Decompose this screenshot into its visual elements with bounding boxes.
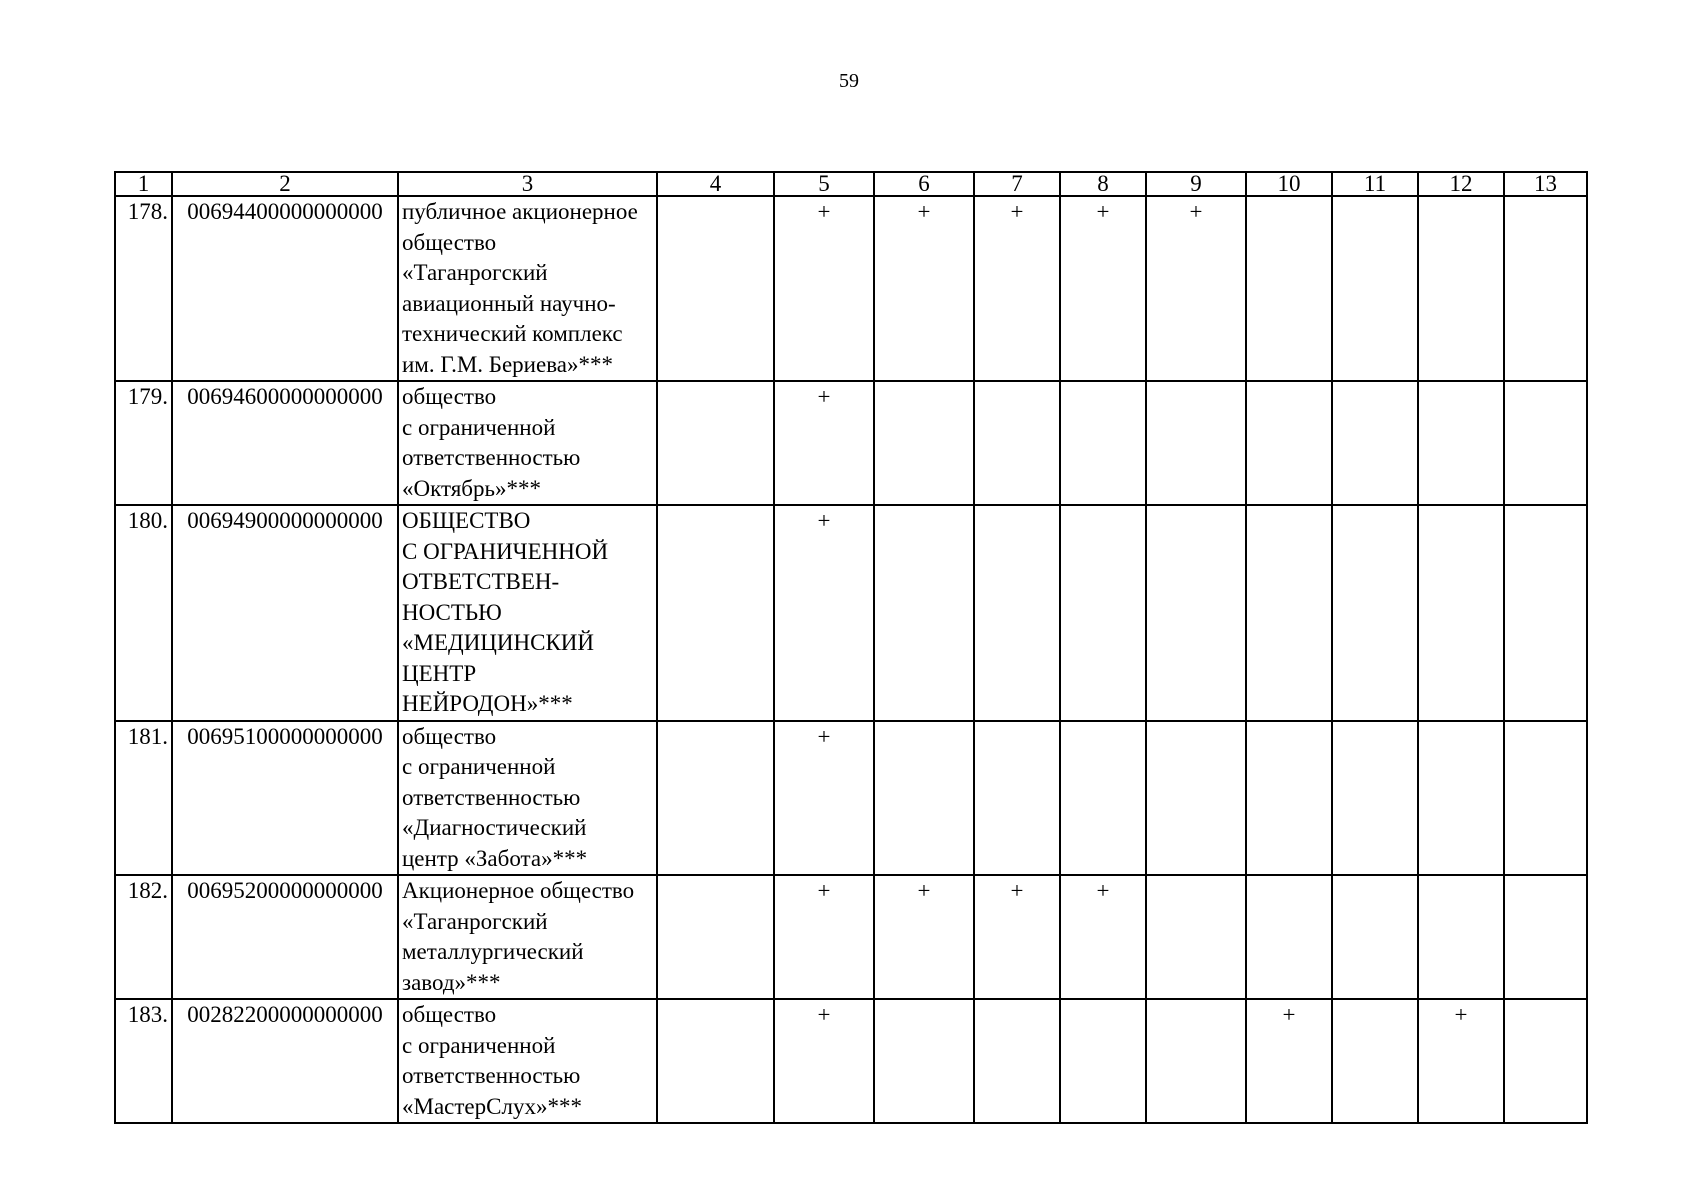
registry-code: 00694900000000000 xyxy=(172,505,398,721)
column-header: 4 xyxy=(657,172,774,196)
organization-name xyxy=(398,505,657,721)
organization-name-line: завод»*** xyxy=(402,969,501,995)
organization-name-line: ответственностью xyxy=(402,1063,581,1088)
mark-cell-col-4 xyxy=(657,196,774,381)
mark-cell-col-13 xyxy=(1504,999,1587,1123)
mark-cell-col-12: + xyxy=(1418,999,1504,1123)
mark-cell-col-8 xyxy=(1060,381,1146,505)
organization-name-line: технический комплекс xyxy=(402,321,623,346)
organization-name-line: «МастерСлух»*** xyxy=(402,1093,582,1119)
mark-cell-col-6 xyxy=(874,721,974,876)
mark-cell-col-12 xyxy=(1418,381,1504,505)
mark-cell-col-6: + xyxy=(874,196,974,381)
mark-cell-col-4 xyxy=(657,505,774,721)
organization-name-line: «Таганрогский xyxy=(402,260,548,285)
mark-cell-col-5: + xyxy=(774,381,874,505)
registry-code: 00282200000000000 xyxy=(172,999,398,1123)
mark-cell-col-5: + xyxy=(774,196,874,381)
row-number: 179. xyxy=(115,381,172,505)
mark-cell-col-5: + xyxy=(774,721,874,876)
column-header: 1 xyxy=(115,172,172,196)
organization-name-line: публичное акционерное xyxy=(402,199,638,224)
column-header: 12 xyxy=(1418,172,1504,196)
mark-cell-col-11 xyxy=(1332,999,1418,1123)
organization-name-line: НЕЙРОДОН»*** xyxy=(402,691,573,716)
mark-cell-col-13 xyxy=(1504,875,1587,999)
mark-cell-col-4 xyxy=(657,381,774,505)
registry-code: 00694600000000000 xyxy=(172,381,398,505)
mark-cell-col-6 xyxy=(874,999,974,1123)
organization-name-line: ответственностью xyxy=(402,445,581,470)
registry-code: 00694400000000000 xyxy=(172,196,398,381)
column-header: 3 xyxy=(398,172,657,196)
organization-name-line: металлургический xyxy=(402,939,584,964)
organization-name-line: ОТВЕТСТВЕН- xyxy=(402,569,560,594)
mark-cell-col-8 xyxy=(1060,721,1146,876)
organization-name xyxy=(398,999,657,1123)
mark-cell-col-12 xyxy=(1418,875,1504,999)
mark-cell-col-8 xyxy=(1060,999,1146,1123)
registry-code: 00695100000000000 xyxy=(172,721,398,876)
column-header: 11 xyxy=(1332,172,1418,196)
mark-cell-col-11 xyxy=(1332,381,1418,505)
mark-cell-col-8 xyxy=(1060,505,1146,721)
organization-name-line: общество xyxy=(402,384,497,409)
header-row xyxy=(115,172,1587,196)
mark-cell-col-10 xyxy=(1246,505,1332,721)
mark-cell-col-10 xyxy=(1246,196,1332,381)
mark-cell-col-9 xyxy=(1146,505,1246,721)
mark-cell-col-9: + xyxy=(1146,196,1246,381)
mark-cell-col-9 xyxy=(1146,999,1246,1123)
row-number: 181. xyxy=(115,721,172,876)
table-row xyxy=(115,721,1587,876)
column-header: 7 xyxy=(974,172,1060,196)
organization-name xyxy=(398,875,657,999)
mark-cell-col-4 xyxy=(657,721,774,876)
mark-cell-col-11 xyxy=(1332,721,1418,876)
table-row xyxy=(115,505,1587,721)
organization-name-line: с ограниченной xyxy=(402,1032,556,1058)
column-header: 2 xyxy=(172,172,398,196)
mark-cell-col-4 xyxy=(657,875,774,999)
mark-cell-col-12 xyxy=(1418,505,1504,721)
organization-name-line: ответственностью xyxy=(402,784,581,810)
mark-cell-col-13 xyxy=(1504,721,1587,876)
mark-cell-col-12 xyxy=(1418,721,1504,876)
column-header: 5 xyxy=(774,172,874,196)
table-row xyxy=(115,196,1587,381)
organization-name-line: «МЕДИЦИНСКИЙ xyxy=(402,630,595,655)
mark-cell-col-8: + xyxy=(1060,875,1146,999)
organization-name xyxy=(398,196,657,381)
registry-code: 00695200000000000 xyxy=(172,875,398,999)
mark-cell-col-7: + xyxy=(974,196,1060,381)
organization-name-line: общество xyxy=(402,1002,497,1027)
mark-cell-col-7: + xyxy=(974,875,1060,999)
organization-name-line: общество xyxy=(402,723,497,749)
organization-name-line: с ограниченной xyxy=(402,414,556,440)
row-number: 182. xyxy=(115,875,172,999)
mark-cell-col-13 xyxy=(1504,381,1587,505)
mark-cell-col-4 xyxy=(657,999,774,1123)
mark-cell-col-7 xyxy=(974,999,1060,1123)
row-number: 178. xyxy=(115,196,172,381)
mark-cell-col-5: + xyxy=(774,999,874,1123)
mark-cell-col-11 xyxy=(1332,875,1418,999)
organization-name-line: «Диагностический xyxy=(402,815,587,840)
organization-name-line: С ОГРАНИЧЕННОЙ xyxy=(402,538,609,564)
mark-cell-col-7 xyxy=(974,505,1060,721)
mark-cell-col-10 xyxy=(1246,381,1332,505)
mark-cell-col-12 xyxy=(1418,196,1504,381)
page-number: 59 xyxy=(839,70,859,92)
column-header: 10 xyxy=(1246,172,1332,196)
mark-cell-col-9 xyxy=(1146,721,1246,876)
mark-cell-col-11 xyxy=(1332,505,1418,721)
table-row xyxy=(115,875,1587,999)
mark-cell-col-13 xyxy=(1504,505,1587,721)
mark-cell-col-9 xyxy=(1146,875,1246,999)
organization-name-line: с ограниченной xyxy=(402,754,556,779)
column-header: 8 xyxy=(1060,172,1146,196)
organization-name-line: общество xyxy=(402,229,497,255)
mark-cell-col-8: + xyxy=(1060,196,1146,381)
registry-table xyxy=(114,171,1588,1124)
mark-cell-col-6 xyxy=(874,505,974,721)
column-header: 6 xyxy=(874,172,974,196)
organization-name-line: им. Г.М. Бериева»*** xyxy=(402,351,613,377)
organization-name xyxy=(398,381,657,505)
organization-name-line: Акционерное общество xyxy=(402,878,635,903)
mark-cell-col-7 xyxy=(974,721,1060,876)
organization-name-line: центр «Забота»*** xyxy=(402,845,588,871)
mark-cell-col-10 xyxy=(1246,875,1332,999)
column-header: 13 xyxy=(1504,172,1587,196)
mark-cell-col-6 xyxy=(874,381,974,505)
mark-cell-col-13 xyxy=(1504,196,1587,381)
row-number: 183. xyxy=(115,999,172,1123)
table-body xyxy=(115,196,1587,1123)
mark-cell-col-11 xyxy=(1332,196,1418,381)
organization-name-line: авиационный научно- xyxy=(402,290,616,316)
organization-name-line: ЦЕНТР xyxy=(402,660,477,686)
mark-cell-col-6: + xyxy=(874,875,974,999)
organization-name-line: «Октябрь»*** xyxy=(402,475,541,501)
mark-cell-col-10 xyxy=(1246,721,1332,876)
table-row xyxy=(115,999,1587,1123)
column-header: 9 xyxy=(1146,172,1246,196)
mark-cell-col-5: + xyxy=(774,505,874,721)
organization-name xyxy=(398,721,657,876)
mark-cell-col-5: + xyxy=(774,875,874,999)
mark-cell-col-9 xyxy=(1146,381,1246,505)
organization-name-line: ОБЩЕСТВО xyxy=(402,508,531,533)
mark-cell-col-10: + xyxy=(1246,999,1332,1123)
organization-name-line: НОСТЬЮ xyxy=(402,599,502,625)
row-number: 180. xyxy=(115,505,172,721)
organization-name-line: «Таганрогский xyxy=(402,908,548,934)
mark-cell-col-7 xyxy=(974,381,1060,505)
table-row xyxy=(115,381,1587,505)
